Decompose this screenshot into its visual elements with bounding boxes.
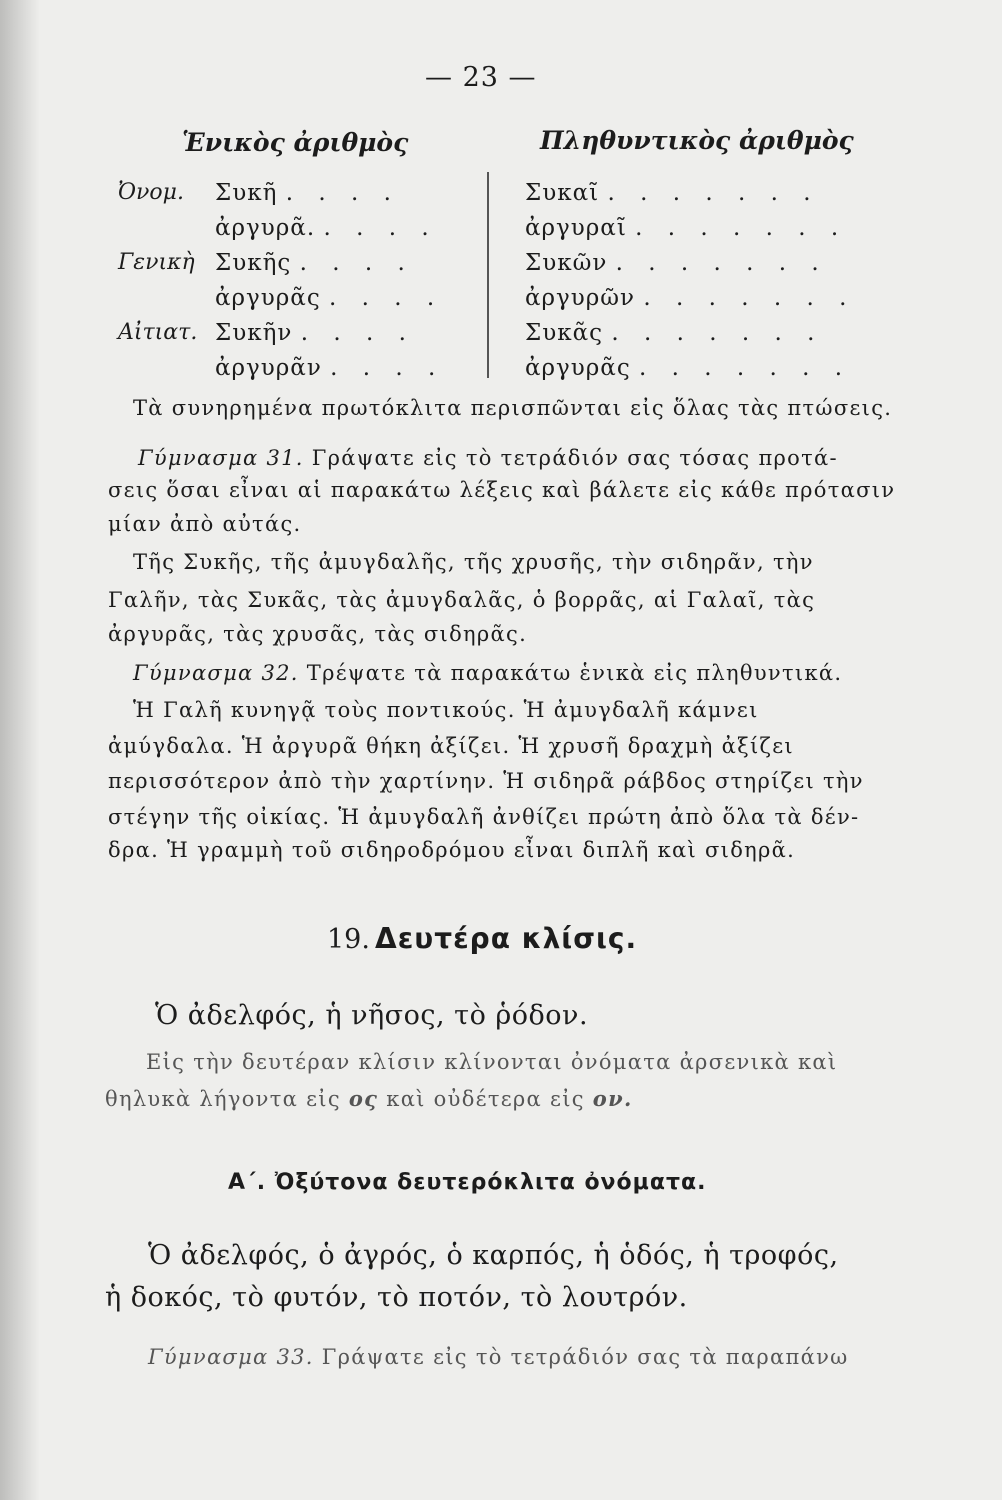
plural-header: Πληθυντικὸς ἀριθμὸς bbox=[540, 126, 854, 155]
exercise-31-line: σεις ὅσαι εἶναι αἱ παρακάτω λέξεις καὶ βάλετε εἰς κάθε πρότασιν bbox=[108, 478, 896, 502]
table-divider bbox=[487, 172, 489, 378]
plural-form: Συκῶν . . . . . . . bbox=[525, 250, 828, 276]
exercise-31-words: ἀργυρᾶς, τὰς χρυσᾶς, τὰς σιδηρᾶς. bbox=[108, 622, 528, 646]
case-label-nominative: Ὀνομ. bbox=[118, 180, 184, 205]
exercise-31-words: Γαλῆν, τὰς Συκᾶς, τὰς ἀμυγδαλᾶς, ὁ βορρᾶς, αἱ Γαλαῖ, τὰς bbox=[108, 588, 816, 612]
case-label-accusative: Αἰτιατ. bbox=[118, 320, 198, 345]
section-title: Δευτέρα κλίσις. bbox=[375, 922, 638, 955]
exercise-32-line: περισσότερον ἀπὸ τὴν χαρτίνην. Ἡ σιδηρᾶ ράβδος στηρίζει τὴν bbox=[108, 769, 864, 793]
singular-form: ἀργυρᾶς . . . . bbox=[215, 285, 444, 311]
exercise-32-line: στέγην τῆς οἰκίας. Ἡ ἀμυγδαλῆ ἀνθίζει πρώτη ἀπὸ ὅλα τὰ δέν- bbox=[108, 805, 860, 829]
singular-form: Συκῆ . . . . bbox=[215, 180, 400, 206]
subsection-a-examples: ἡ δοκός, τὸ φυτόν, τὸ ποτόν, τὸ λουτρόν. bbox=[105, 1282, 688, 1313]
exercise-32-line: δρα. Ἡ γραμμὴ τοῦ σιδηροδρόμου εἶναι διπλῆ καὶ σιδηρᾶ. bbox=[108, 838, 796, 862]
singular-form: Συκῆν . . . . bbox=[215, 320, 415, 346]
exercise-32-line: ἀμύγδαλα. Ἡ ἀργυρᾶ θήκη ἀξίζει. Ἡ χρυσῆ δραχμὴ ἀξίζει bbox=[108, 734, 794, 758]
exercise-31-line: Γύμνασμα 31. Γράψατε εἰς τὸ τετράδιόν σας τόσας προτά- bbox=[138, 446, 838, 470]
page-number: — 23 — bbox=[425, 62, 537, 93]
singular-form: ἀργυρᾶ. . . . . bbox=[215, 215, 438, 241]
section-19-rule: θηλυκὰ λήγοντα εἰς ος καὶ οὐδέτερα εἰς ον. bbox=[105, 1086, 633, 1111]
subsection-a-examples: Ὁ ἀδελφός, ὁ ἀγρός, ὁ καρπός, ἡ ὁδός, ἡ τροφός, bbox=[148, 1240, 839, 1271]
exercise-31-words: Τῆς Συκῆς, τῆς ἀμυγδαλῆς, τῆς χρυσῆς, τὴν σιδηρᾶν, τὴν bbox=[133, 550, 814, 574]
exercise-33-line: Γύμνασμα 33. Γράψατε εἰς τὸ τετράδιόν σας τὰ παραπάνω bbox=[148, 1345, 849, 1369]
case-label-genitive: Γενικὴ bbox=[118, 250, 195, 275]
plural-form: Συκαῖ . . . . . . . bbox=[525, 180, 820, 206]
subsection-a-title: Α΄. Ὀξύτονα δευτερόκλιτα ὀνόματα. bbox=[228, 1170, 707, 1195]
rule-note: Τὰ συνηρημένα πρωτόκλιτα περισπῶνται εἰς ὅλας τὰς πτώσεις. bbox=[133, 396, 893, 420]
plural-form: ἀργυραῖ . . . . . . . bbox=[525, 215, 848, 241]
section-19-examples: Ὁ ἀδελφός, ἡ νῆσος, τὸ ῥόδον. bbox=[155, 1000, 589, 1031]
plural-form: ἀργυρῶν . . . . . . . bbox=[525, 285, 856, 311]
singular-header: Ἑνικὸς ἀριθμὸς bbox=[182, 128, 409, 157]
plural-form: Συκᾶς . . . . . . . bbox=[525, 320, 824, 346]
singular-form: ἀργυρᾶν . . . . bbox=[215, 355, 445, 381]
section-19-heading bbox=[327, 922, 637, 955]
section-19-rule: Εἰς τὴν δευτέραν κλίσιν κλίνονται ὀνόματα ἀρσενικὰ καὶ bbox=[146, 1050, 838, 1074]
page-gutter-shadow bbox=[0, 0, 40, 1500]
exercise-32-line: Γύμνασμα 32. Τρέψατε τὰ παρακάτω ἑνικὰ εἰς πληθυντικά. bbox=[133, 661, 843, 685]
singular-form: Συκῆς . . . . bbox=[215, 250, 414, 276]
section-number: 19. bbox=[327, 924, 370, 955]
exercise-31-line: μίαν ἀπὸ αὐτάς. bbox=[108, 512, 302, 536]
exercise-32-line: Ἡ Γαλῆ κυνηγᾷ τοὺς ποντικούς. Ἡ ἀμυγδαλῆ κάμνει bbox=[133, 698, 759, 722]
plural-form: ἀργυρᾶς . . . . . . . bbox=[525, 355, 852, 381]
